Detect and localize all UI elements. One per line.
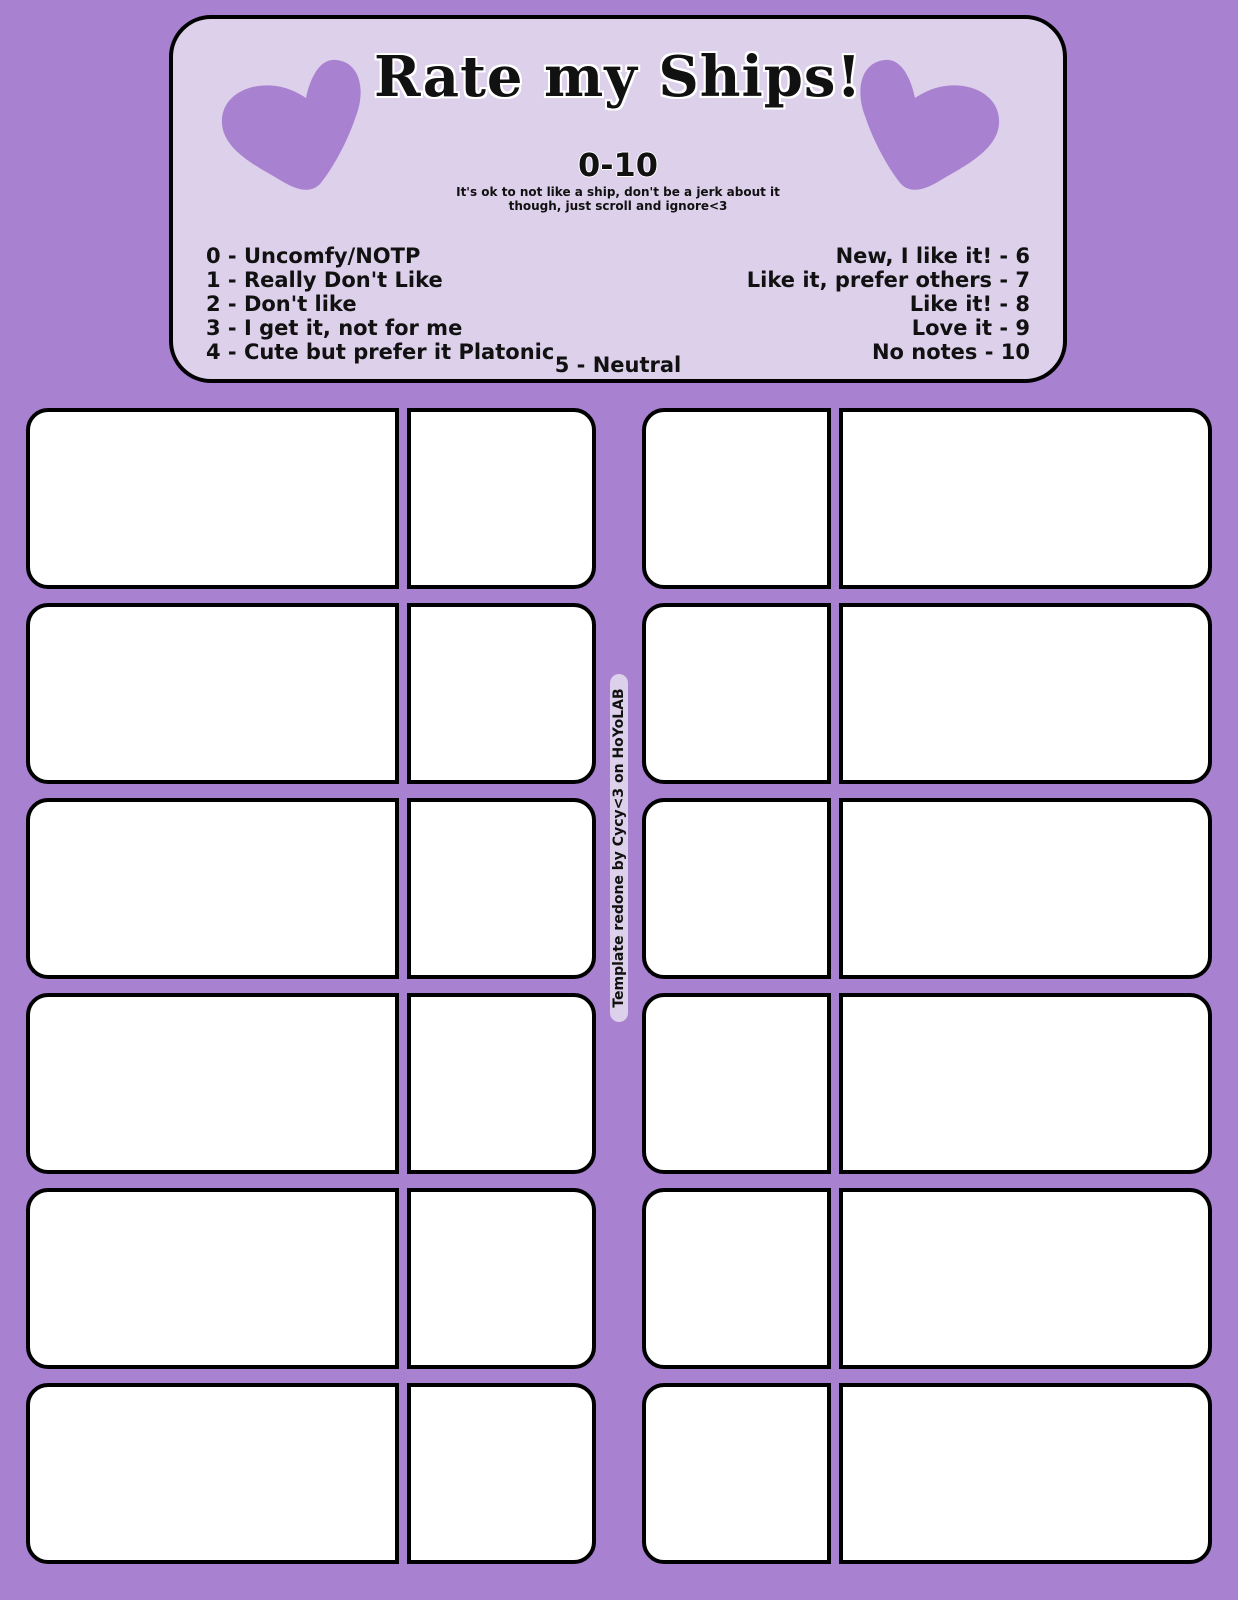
rating-scale-left bbox=[206, 244, 554, 364]
rating-scale-right bbox=[747, 244, 1030, 364]
header-card bbox=[169, 15, 1067, 383]
rating-slot bbox=[642, 408, 831, 589]
rating-slot bbox=[642, 1188, 831, 1369]
rating-slot bbox=[642, 798, 831, 979]
ship-image-slot bbox=[839, 1383, 1212, 1564]
rating-scale-item: 4 - Cute but prefer it Platonic bbox=[206, 340, 555, 364]
rating-range: 0-10 bbox=[577, 146, 659, 184]
rating-slot bbox=[407, 993, 596, 1174]
rating-slot bbox=[642, 1383, 831, 1564]
credit-tag bbox=[610, 674, 628, 1022]
ship-image-slot bbox=[839, 408, 1212, 589]
ship-image-slot bbox=[26, 798, 399, 979]
ship-image-slot bbox=[26, 603, 399, 784]
ship-image-slot bbox=[839, 993, 1212, 1174]
rating-scale-neutral: 5 - Neutral bbox=[554, 353, 682, 377]
ship-image-slot bbox=[26, 1383, 399, 1564]
rating-scale-item: 3 - I get it, not for me bbox=[206, 316, 463, 340]
rating-scale-item: Love it - 9 bbox=[911, 316, 1030, 340]
rating-scale-item: 0 - Uncomfy/NOTP bbox=[206, 244, 421, 268]
ship-image-slot bbox=[839, 1188, 1212, 1369]
rating-slot bbox=[407, 798, 596, 979]
ship-image-slot bbox=[26, 1188, 399, 1369]
disclaimer-text: It's ok to not like a ship, don't be a jerk about it though, just scroll and ignore<3 bbox=[456, 185, 780, 213]
rating-scale-item: No notes - 10 bbox=[871, 340, 1030, 364]
ship-image-slot bbox=[26, 993, 399, 1174]
rating-scale-item: Like it! - 8 bbox=[909, 292, 1030, 316]
rating-slot bbox=[642, 603, 831, 784]
ship-image-slot bbox=[839, 603, 1212, 784]
rating-slot bbox=[407, 408, 596, 589]
page-title: Rate my Ships! bbox=[373, 44, 863, 110]
rating-scale-item: 1 - Really Don't Like bbox=[206, 268, 443, 292]
rating-scale-item: 2 - Don't like bbox=[206, 292, 357, 316]
ship-image-slot bbox=[839, 798, 1212, 979]
rating-slot bbox=[407, 603, 596, 784]
rating-slot bbox=[407, 1383, 596, 1564]
rating-slot bbox=[642, 993, 831, 1174]
ship-image-slot bbox=[26, 408, 399, 589]
rating-slot bbox=[407, 1188, 596, 1369]
rating-scale-item: New, I like it! - 6 bbox=[835, 244, 1030, 268]
rating-scale-item: Like it, prefer others - 7 bbox=[746, 268, 1030, 292]
credit-text: Template redone by Cycy<3 on HoYoLAB bbox=[611, 688, 627, 1008]
